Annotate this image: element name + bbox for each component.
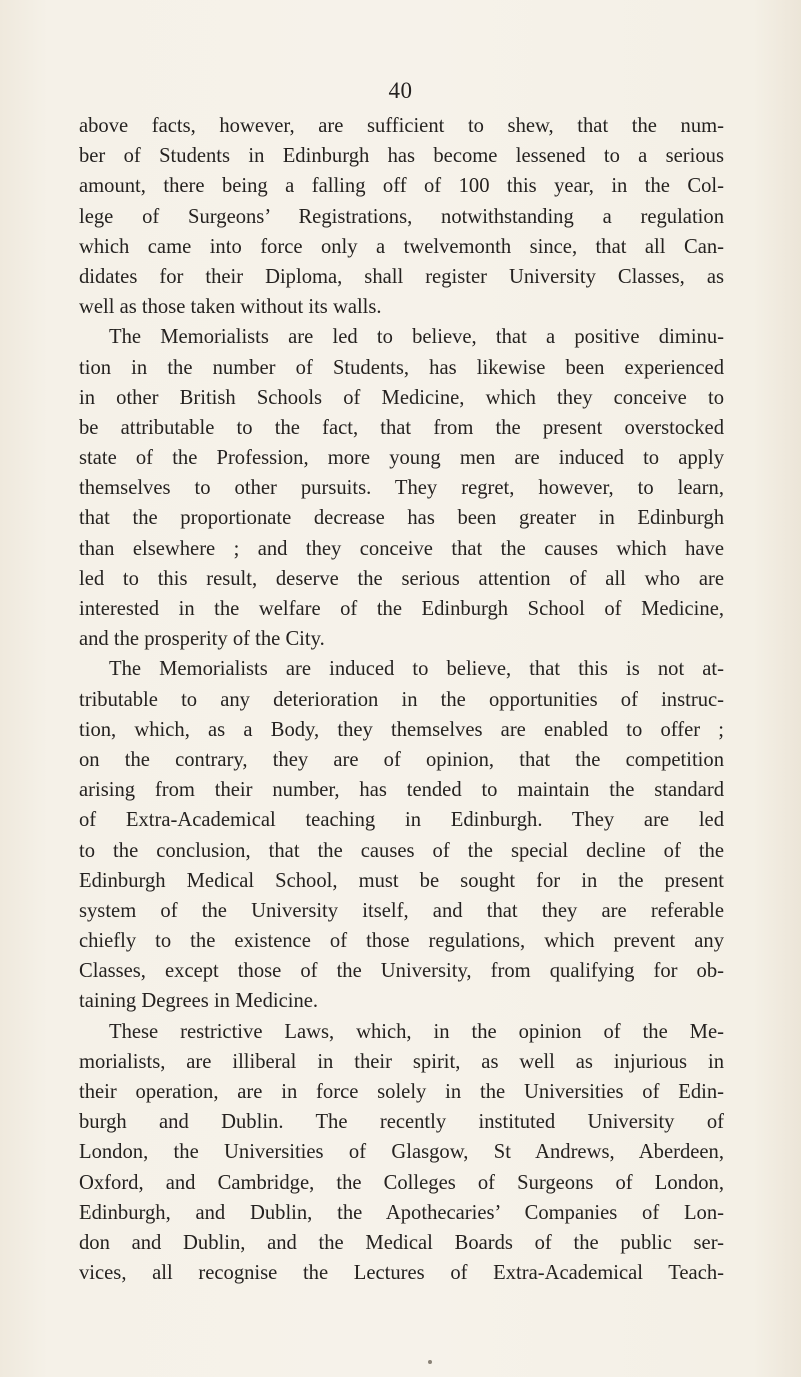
text-line: led to this result, deserve the serious attention of all who are bbox=[79, 567, 724, 590]
text-line: lege of Surgeons’ Registrations, notwithstanding a regulation bbox=[79, 205, 724, 228]
text-line: tion in the number of Students, has likewise been experienced bbox=[79, 356, 724, 379]
text-line: and the prosperity of the City. bbox=[79, 628, 325, 651]
text-line: chiefly to the existence of those regulations, which prevent any bbox=[79, 930, 724, 953]
text-line: London, the Universities of Glasgow, St Andrews, Aberdeen, bbox=[79, 1141, 724, 1164]
text-line: tributable to any deterioration in the opportunities of instruc- bbox=[79, 688, 724, 711]
text-line: didates for their Diploma, shall register University Classes, as bbox=[79, 265, 724, 288]
text-line: be attributable to the fact, that from the present overstocked bbox=[79, 416, 724, 439]
text-line: which came into force only a twelvemonth since, that all Can- bbox=[79, 235, 724, 258]
text-line: than elsewhere ; and they conceive that the causes which have bbox=[79, 537, 724, 560]
text-line: taining Degrees in Medicine. bbox=[79, 990, 319, 1013]
text-line: Edinburgh, and Dublin, the Apothecaries’ Companies of Lon- bbox=[79, 1201, 724, 1224]
text-line: above facts, however, are sufficient to shew, that the num- bbox=[79, 115, 724, 137]
text-line: state of the Profession, more young men are induced to apply bbox=[79, 447, 724, 470]
paper-speck bbox=[428, 1360, 432, 1364]
text-line: burgh and Dublin. The recently instituted University of bbox=[79, 1111, 724, 1134]
text-line: interested in the welfare of the Edinburgh School of Medicine, bbox=[79, 598, 724, 620]
text-line: themselves to other pursuits. They regret, however, to learn, bbox=[79, 477, 724, 500]
text-line: morialists, are illiberal in their spirit, as well as injurious in bbox=[79, 1050, 724, 1073]
text-line: arising from their number, has tended to maintain the standard bbox=[79, 779, 724, 802]
text-line: tion, which, as a Body, they themselves are enabled to offer ; bbox=[79, 718, 724, 741]
text-line: in other British Schools of Medicine, which they conceive to bbox=[79, 386, 724, 409]
body-text bbox=[79, 111, 724, 1288]
text-line: These restrictive Laws, which, in the opinion of the Me- bbox=[109, 1020, 724, 1043]
text-line: The Memorialists are induced to believe, that this is not at- bbox=[109, 658, 724, 681]
text-line: ber of Students in Edinburgh has become lessened to a serious bbox=[79, 145, 724, 168]
text-line: don and Dublin, and the Medical Boards of the public ser- bbox=[79, 1231, 724, 1254]
page-number: 40 bbox=[388, 78, 413, 103]
text-line: of Extra-Academical teaching in Edinburgh. They are led bbox=[79, 809, 724, 832]
text-line: on the contrary, they are of opinion, that the competition bbox=[79, 748, 724, 771]
text-line: vices, all recognise the Lectures of Extra-Academical Teach- bbox=[79, 1262, 724, 1285]
text-line: Classes, except those of the University, from qualifying for ob- bbox=[79, 960, 724, 983]
text-line: The Memorialists are led to believe, that a positive diminu- bbox=[109, 326, 724, 349]
text-line: system of the University itself, and that they are referable bbox=[79, 899, 724, 922]
text-line: well as those taken without its walls. bbox=[79, 296, 382, 319]
text-line: to the conclusion, that the causes of the special decline of the bbox=[79, 839, 724, 862]
text-line: that the proportionate decrease has been greater in Edinburgh bbox=[79, 507, 724, 530]
text-line: amount, there being a falling off of 100 this year, in the Col- bbox=[79, 175, 724, 198]
text-line: Oxford, and Cambridge, the Colleges of Surgeons of London, bbox=[79, 1171, 724, 1194]
text-line: Edinburgh Medical School, must be sought for in the present bbox=[79, 869, 724, 892]
text-line: their operation, are in force solely in the Universities of Edin- bbox=[79, 1081, 724, 1103]
